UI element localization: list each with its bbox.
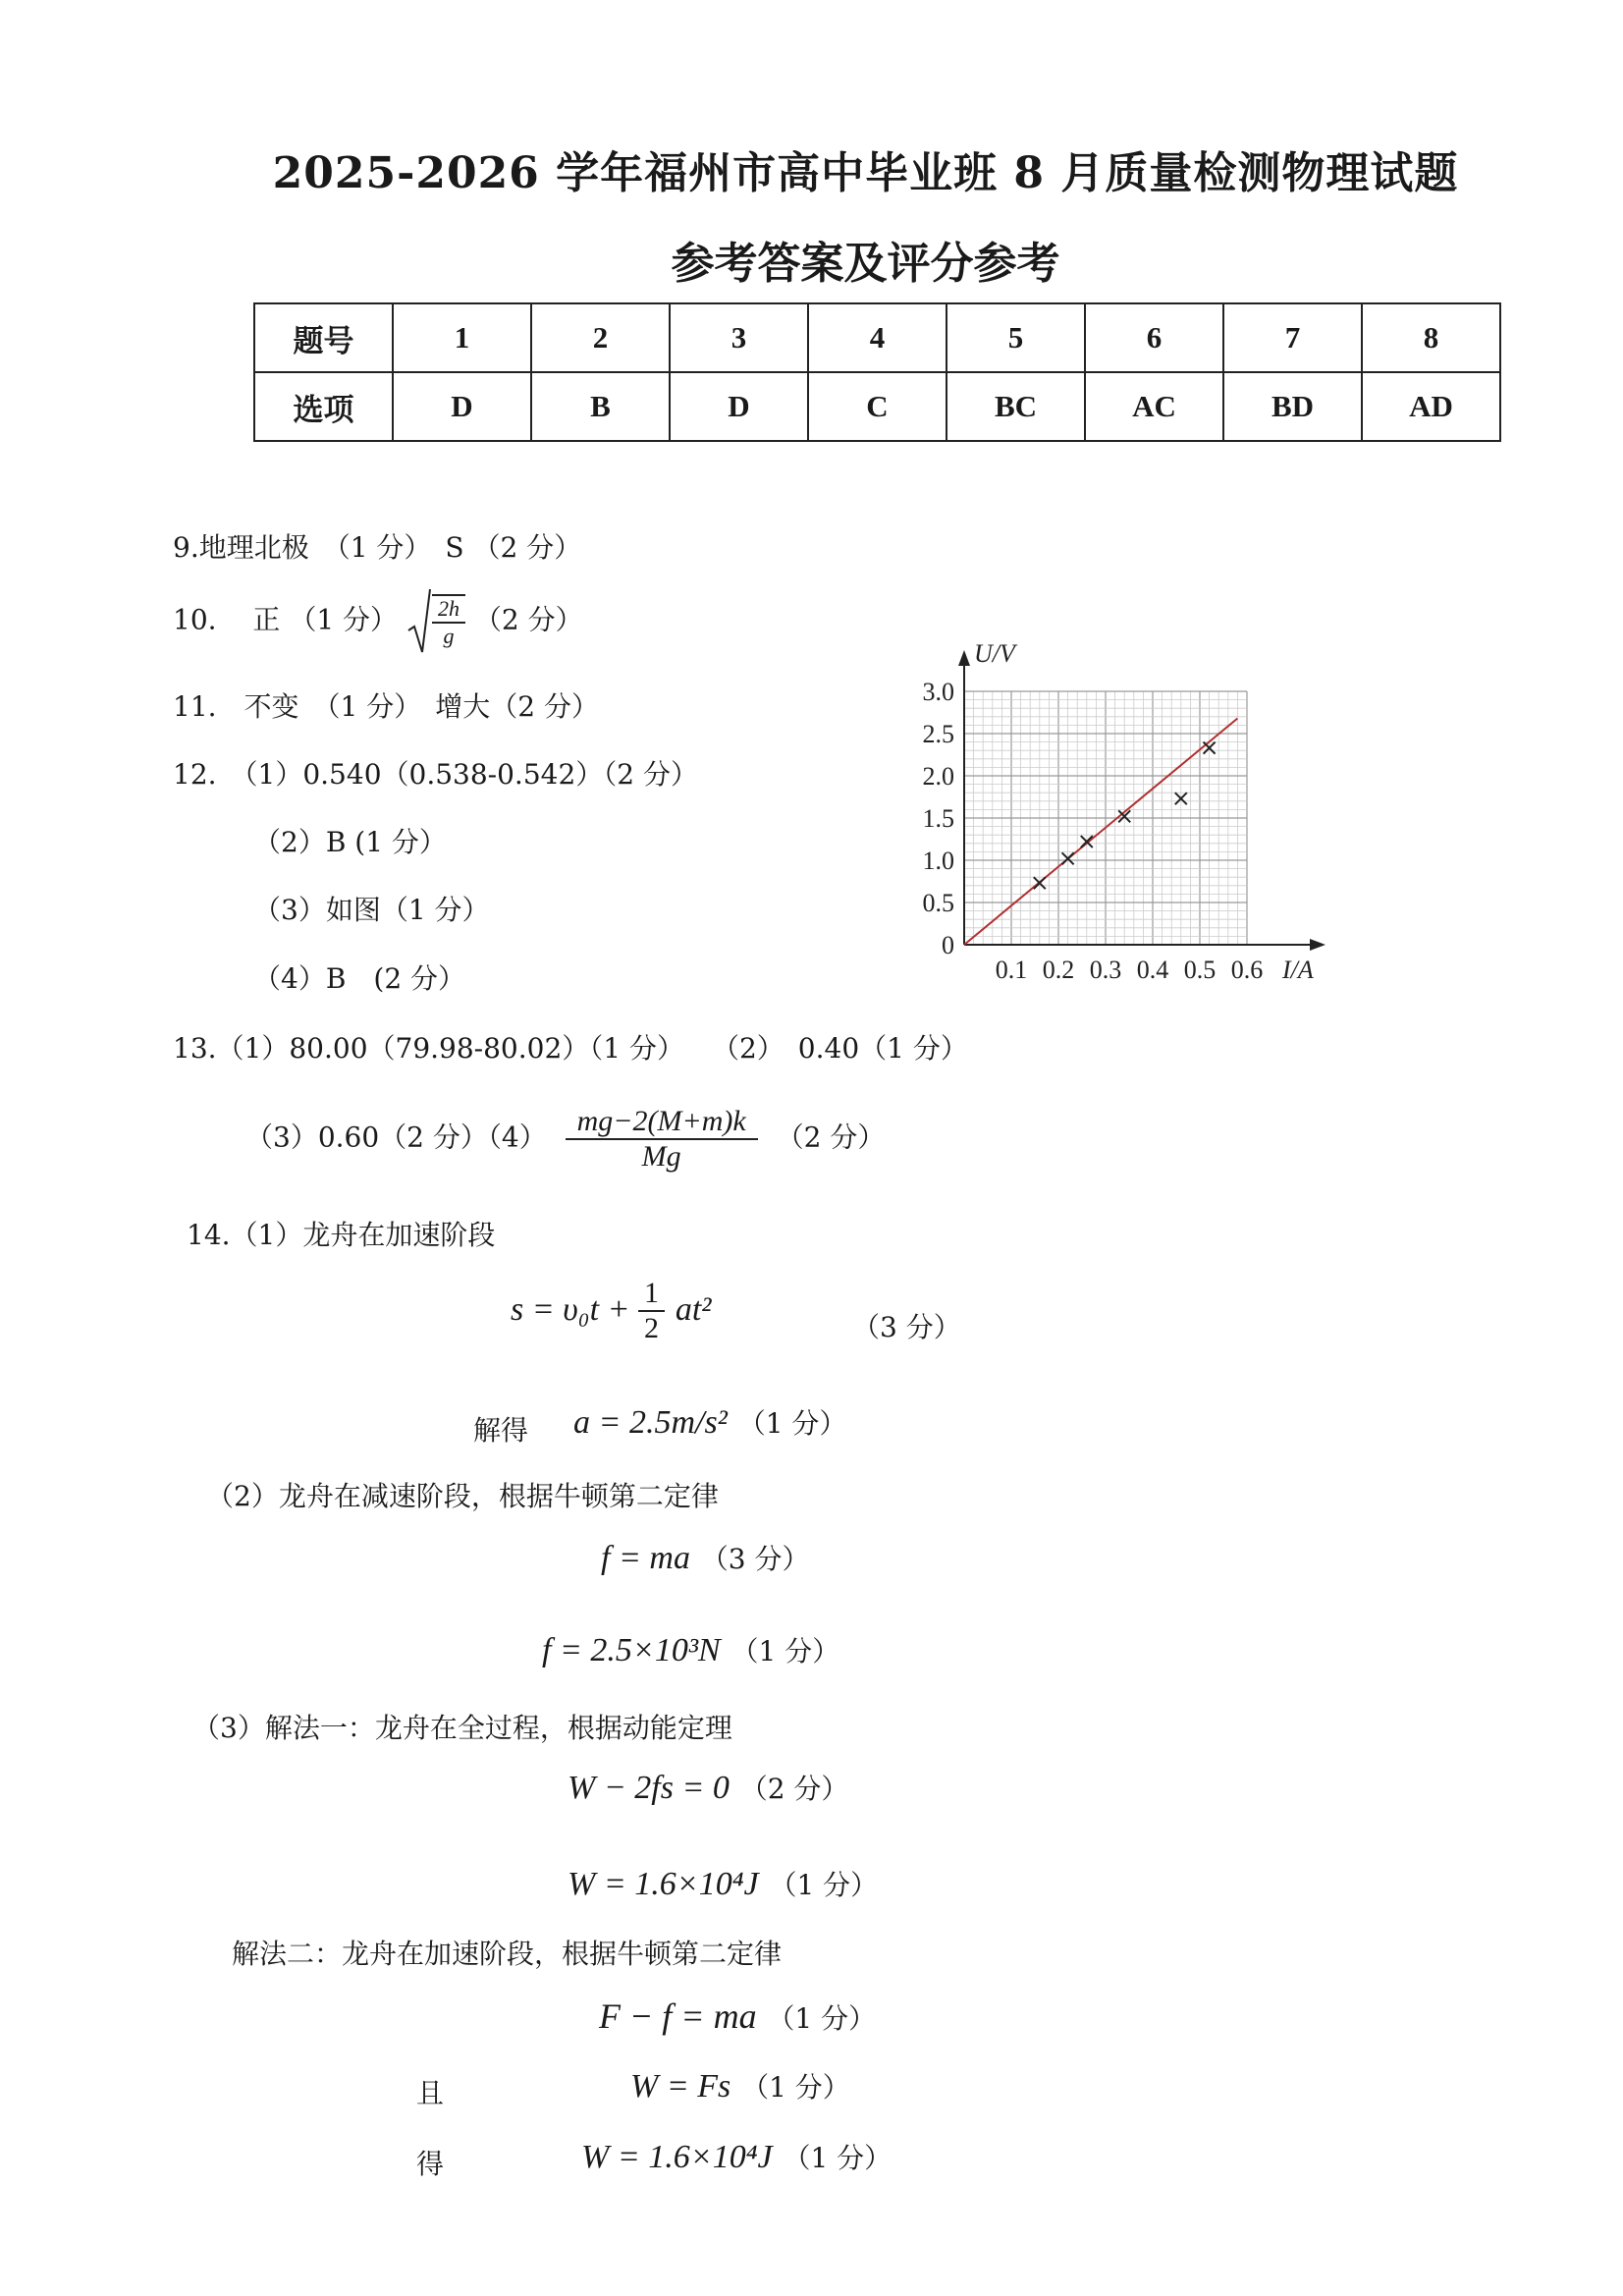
eq4-expr: f = 2.5×10³N: [542, 1632, 721, 1668]
q10-sqrt: [406, 587, 465, 656]
chart-grid: [964, 691, 1247, 945]
answer-table: [253, 302, 1501, 442]
x-tick-label: 0.1: [995, 956, 1028, 984]
q9-answer: 9.地理北极 （1 分） S （2 分）: [173, 531, 582, 564]
table-cell: AC: [1085, 372, 1223, 441]
q14-alt-head: 解法二：龙舟在加速阶段，根据牛顿第二定律: [232, 1938, 783, 1970]
q13-score: （2 分）: [776, 1121, 886, 1154]
table-row-numbers: [254, 303, 1500, 372]
table-cell: 6: [1085, 303, 1223, 372]
table-cell: D: [670, 372, 808, 441]
eq6-expr: W = 1.6×10⁴J: [568, 1866, 759, 1902]
q14-eq5: [568, 1768, 848, 1807]
q12-part1: 12. （1）0.540（0.538-0.542）（2 分）: [173, 758, 698, 791]
x-tick-label: 0.2: [1042, 956, 1075, 984]
table-cell: C: [808, 372, 947, 441]
q14-head: 14.（1）龙舟在加速阶段: [187, 1219, 496, 1251]
y-tick-label: 0: [942, 931, 954, 959]
q10-score: （2 分）: [473, 603, 583, 636]
eq7-score: （1 分）: [767, 2002, 877, 2035]
eq6-score: （1 分）: [769, 1869, 879, 1901]
q13-numerator: mg−2(M+m)k: [566, 1105, 758, 1140]
x-tick-label: 0.4: [1136, 956, 1169, 984]
q10-prefix: 10. 正 （1 分）: [173, 603, 399, 636]
q14-eq3: [601, 1538, 809, 1577]
q13-part34: [245, 1105, 885, 1174]
table-cell: 2: [531, 303, 670, 372]
q12-part4: （4）B (2 分）: [253, 962, 466, 995]
q14-part3-head: （3）解法一：龙舟在全过程，根据动能定理: [192, 1712, 732, 1744]
eq8-expr: W = Fs: [630, 2068, 731, 2105]
eq5-expr: W − 2fs = 0: [568, 1770, 730, 1806]
x-tick-label: 0.3: [1089, 956, 1122, 984]
q10-denominator: g: [443, 624, 455, 648]
y-tick-label: 0.5: [922, 889, 954, 917]
q13-denominator: Mg: [641, 1140, 681, 1173]
y-tick-label: 2.0: [922, 762, 954, 791]
q13-part3: （3）0.60（2 分）（4）: [245, 1121, 547, 1154]
table-cell: 8: [1362, 303, 1500, 372]
y-tick-label: 2.5: [922, 720, 954, 748]
ui-graph: [913, 629, 1335, 992]
chart-axes: [958, 650, 1325, 951]
chart-ylabel: U/V: [974, 639, 1015, 668]
x-tick-label: 0.6: [1230, 956, 1264, 984]
eq4-score: （1 分）: [730, 1635, 840, 1667]
x-tick-label: 0.5: [1183, 956, 1217, 984]
q10-answer: [173, 587, 583, 656]
table-cell: 1: [393, 303, 531, 372]
table-cell: BD: [1223, 372, 1362, 441]
get-label: 得: [416, 2148, 445, 2180]
table-row-options: [254, 372, 1500, 441]
y-tick-label: 1.0: [922, 847, 954, 875]
table-cell: 7: [1223, 303, 1362, 372]
q11-answer: 11. 不变 （1 分） 增大（2 分）: [173, 690, 599, 723]
table-cell: 3: [670, 303, 808, 372]
eq3-score: （3 分）: [700, 1543, 810, 1575]
table-cell: B: [531, 372, 670, 441]
eq9-expr: W = 1.6×10⁴J: [581, 2139, 773, 2175]
q12-part2: （2）B (1 分）: [253, 826, 447, 858]
q14-eq9: [581, 2137, 892, 2176]
q14-eq2: [573, 1402, 846, 1442]
eq1-score: （3 分）: [852, 1311, 961, 1343]
y-tick-label: 3.0: [922, 678, 954, 706]
eq7-expr: F − f = ma: [599, 1996, 757, 2036]
eq9-score: （1 分）: [783, 2142, 893, 2174]
solve-label: 解得: [473, 1414, 529, 1447]
eq3-expr: f = ma: [601, 1540, 690, 1576]
table-header-number: 题号: [254, 303, 393, 372]
table-header-option: 选项: [254, 372, 393, 441]
eq1-numerator: 1: [638, 1277, 665, 1312]
page-title: 2025-2026 学年福州市高中毕业班 8 月质量检测物理试题: [272, 148, 1459, 198]
q10-fraction: [432, 594, 465, 649]
y-tick-label: 1.5: [922, 804, 954, 833]
eq5-score: （2 分）: [739, 1773, 849, 1805]
table-cell: 4: [808, 303, 947, 372]
table-cell: AD: [1362, 372, 1500, 441]
q12-part3: （3）如图（1 分）: [253, 894, 490, 926]
eq2-expr: a = 2.5m/s²: [573, 1404, 728, 1441]
y-axis-arrow-icon: [958, 650, 970, 666]
q14-eq4: [542, 1630, 839, 1669]
q13-fraction: [566, 1105, 758, 1174]
q13-part1: 13.（1）80.00（79.98-80.02）（1 分） （2） 0.40（1 分）: [173, 1032, 968, 1065]
q14-eq6: [568, 1864, 878, 1903]
sqrt-sign-icon: [406, 587, 432, 656]
q10-numerator: 2h: [432, 596, 465, 624]
eq1-lhs: s = υ₀t +: [511, 1291, 638, 1328]
q14-eq7: [599, 1995, 876, 2037]
page-subtitle: 参考答案及评分参考: [671, 239, 1060, 289]
eq1-rest: at²: [675, 1291, 712, 1328]
q14-part2-head: （2）龙舟在减速阶段，根据牛顿第二定律: [206, 1480, 719, 1512]
eq2-score: （1 分）: [737, 1407, 847, 1440]
and-label: 且: [416, 2077, 445, 2109]
table-cell: D: [393, 372, 531, 441]
x-axis-arrow-icon: [1310, 939, 1325, 951]
eq1-denominator: 2: [644, 1312, 659, 1344]
eq1-fraction: [638, 1277, 665, 1345]
q14-eq8: [630, 2066, 850, 2105]
q14-eq1: [511, 1277, 711, 1345]
table-cell: BC: [947, 372, 1085, 441]
table-cell: 5: [947, 303, 1085, 372]
chart-xlabel: I/A: [1282, 956, 1314, 984]
eq8-score: （1 分）: [741, 2071, 850, 2104]
